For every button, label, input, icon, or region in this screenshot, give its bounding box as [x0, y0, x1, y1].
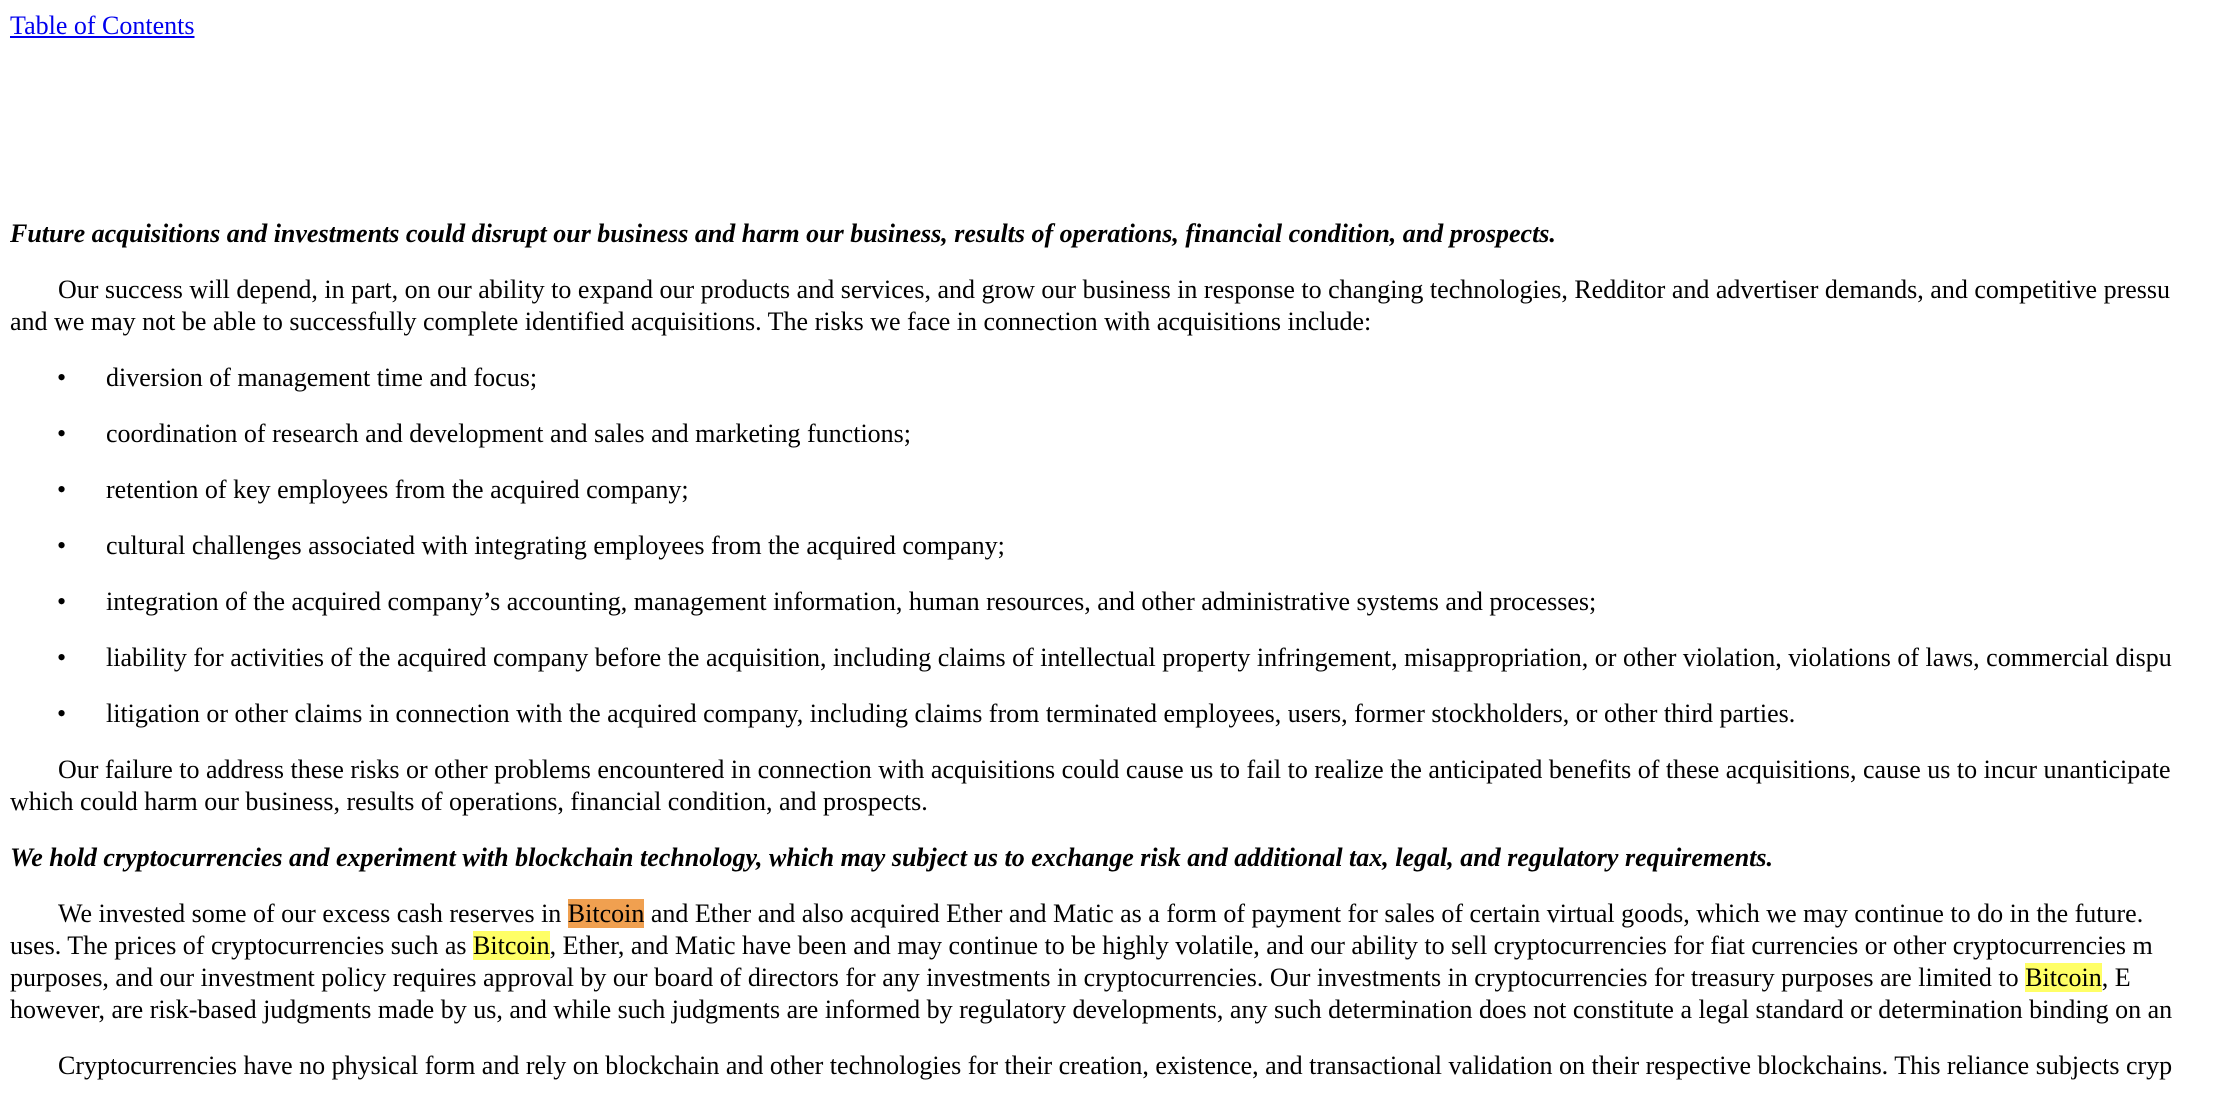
- text-run: We invested some of our excess cash reserves in: [58, 899, 568, 928]
- list-item-text: coordination of research and development and sales and marketing functions;: [106, 419, 912, 448]
- bullet-icon: •: [57, 475, 67, 504]
- table-of-contents-link[interactable]: Table of Contents: [10, 11, 195, 40]
- section-heading-acquisitions: Future acquisitions and investments could disrupt our business and harm our business, results of operations, financial condition, and prospects.: [10, 219, 1556, 248]
- bullet-icon: •: [57, 419, 67, 448]
- list-item: [10, 474, 2226, 506]
- crypto-technology-paragraph: [10, 1050, 2226, 1082]
- document-body: [10, 218, 2226, 1106]
- list-item: [10, 362, 2226, 394]
- crypto-investment-paragraph: [10, 898, 2226, 1026]
- bullet-icon: •: [57, 363, 67, 392]
- text-run: purposes, and our investment policy requires approval by our board of directors for any investments in cryptocurrencies. Our investments in cryptocurrencies for treasury purposes are limited to: [10, 963, 2026, 992]
- text-run: and Ether and also acquired Ether and Matic as a form of payment for sales of certain virtual goods, which we may continue to do in the future.: [644, 899, 2144, 928]
- text-run: , Ether, and Matic have been and may continue to be highly volatile, and our ability to sell cryptocurrencies for fiat currencies or other cryptocurrencies m: [549, 931, 2153, 960]
- list-item-text: litigation or other claims in connection with the acquired company, including claims from terminated employees, users, former stockholders, or other third parties.: [106, 699, 1796, 728]
- list-item-text: diversion of management time and focus;: [106, 363, 538, 392]
- acquisition-risks-list: [10, 362, 2226, 730]
- list-item-text: integration of the acquired company’s accounting, management information, human resources, and other administrative systems and processes;: [106, 587, 1597, 616]
- search-highlight-match: Bitcoin: [473, 931, 550, 960]
- paragraph-line: however, are risk-based judgments made by us, and while such judgments are informed by regulatory developments, any such determination does not constitute a legal standard or determination binding on an: [10, 995, 2173, 1024]
- text-run: , E: [2101, 963, 2131, 992]
- paragraph-line: which could harm our business, results of operations, financial condition, and prospects.: [10, 787, 928, 816]
- list-item: [10, 530, 2226, 562]
- list-item-text: retention of key employees from the acquired company;: [106, 475, 689, 504]
- paragraph-line: and we may not be able to successfully complete identified acquisitions. The risks we face in connection with acquisitions include:: [10, 307, 1372, 336]
- bullet-icon: •: [57, 699, 67, 728]
- list-item: [10, 698, 2226, 730]
- list-item-text: cultural challenges associated with integrating employees from the acquired company;: [106, 531, 1005, 560]
- bullet-icon: •: [57, 531, 67, 560]
- bullet-icon: •: [57, 587, 67, 616]
- search-highlight-current: Bitcoin: [567, 899, 645, 928]
- list-item: [10, 418, 2226, 450]
- acquisitions-intro-paragraph: [10, 274, 2226, 338]
- acquisitions-closing-paragraph: [10, 754, 2226, 818]
- list-item: [10, 642, 2226, 674]
- section-heading-cryptocurrencies: We hold cryptocurrencies and experiment with blockchain technology, which may subject us to exchange risk and additional tax, legal, and regulatory requirements.: [10, 843, 1774, 872]
- bullet-icon: •: [57, 643, 67, 672]
- text-run: uses. The prices of cryptocurrencies such as: [10, 931, 474, 960]
- paragraph-line: Our success will depend, in part, on our ability to expand our products and services, and grow our business in response to changing technologies, Redditor and advertiser demands, and competitive pressu: [58, 275, 2171, 304]
- list-item: [10, 586, 2226, 618]
- search-highlight-match: Bitcoin: [2025, 963, 2102, 992]
- paragraph-line: [10, 898, 2226, 930]
- paragraph-line: Our failure to address these risks or other problems encountered in connection with acquisitions could cause us to fail to realize the anticipated benefits of these acquisitions, cause us to incur unanticipate: [58, 755, 2171, 784]
- paragraph-line: Cryptocurrencies have no physical form and rely on blockchain and other technologies for their creation, existence, and transactional validation on their respective blockchains. This reliance subjects cryp: [58, 1051, 2173, 1080]
- paragraph-line: [10, 930, 2226, 962]
- list-item-text: liability for activities of the acquired company before the acquisition, including claims of intellectual property infringement, misappropriation, or other violation, violations of laws, commercial dispu: [106, 643, 2172, 672]
- paragraph-line: [10, 962, 2226, 994]
